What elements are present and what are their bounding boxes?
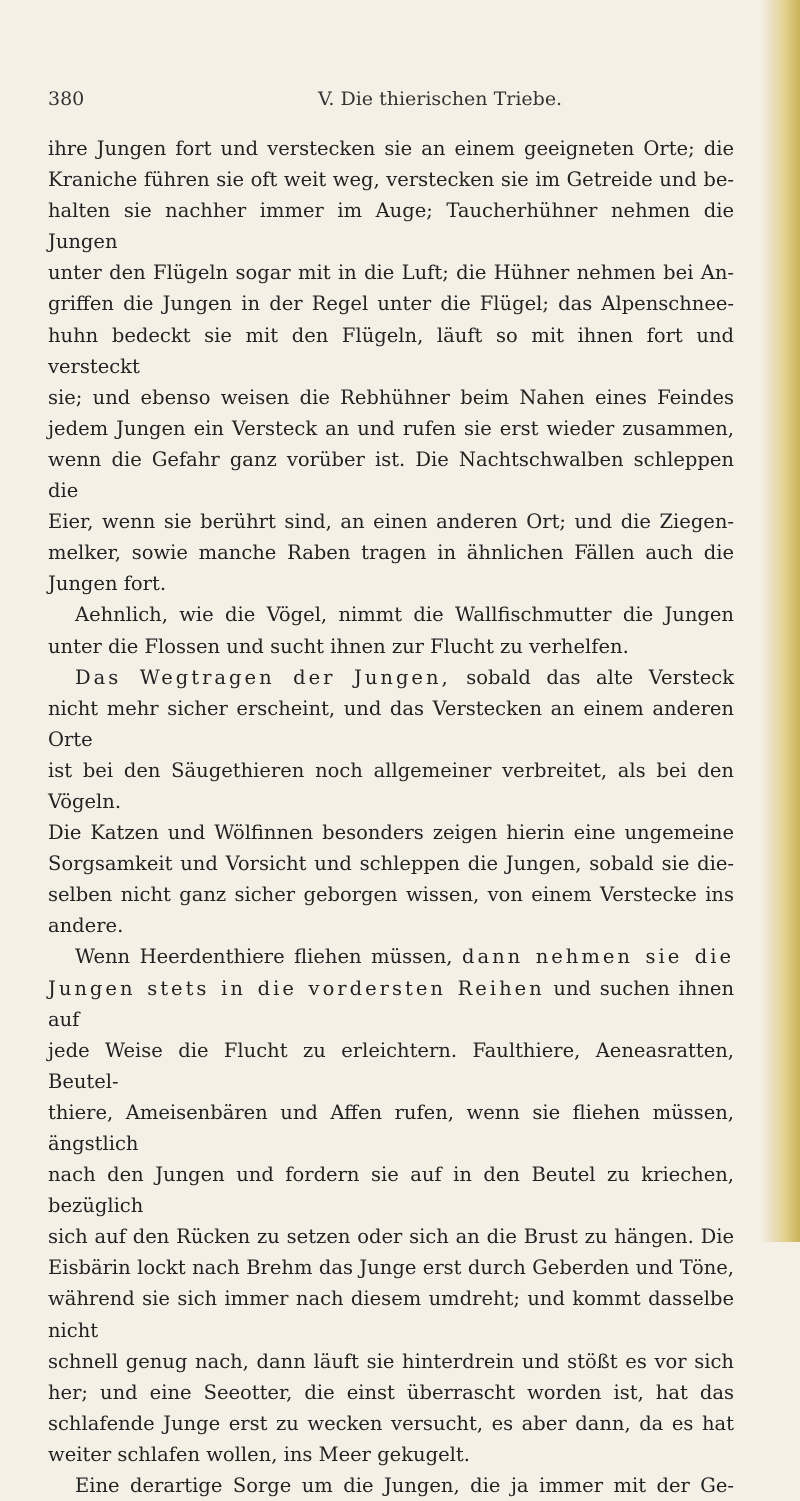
text-line: nach den Jungen und fordern sie auf in den Beutel zu kriechen, bezüglich (48, 1163, 734, 1218)
text-line: Jungen fort. (48, 572, 167, 596)
text-line: unter den Flügeln sogar mit in die Luft; die Hühner nehmen bei An- (48, 261, 734, 285)
text-line: her; und eine Seeotter, die einst überrascht worden ist, hat das (48, 1380, 734, 1404)
text-line: während sie sich immer nach diesem umdreht; und kommt dasselbe nicht (48, 1287, 734, 1342)
text-line (48, 941, 734, 972)
text-line-rest: sobald das alte Versteck (450, 665, 735, 689)
page-number: 380 (48, 88, 85, 110)
text-line: weiter schlafen wollen, ins Meer gekugelt. (48, 1442, 470, 1466)
text-line: melker, sowie manche Raben tragen in ähnlichen Fällen auch die (48, 541, 734, 565)
text-line: Kraniche führen sie oft weit weg, verstecken sie im Getreide und be- (48, 168, 734, 192)
text-line: andere. (48, 914, 124, 938)
text-line: griffen die Jungen in der Regel unter die Flügel; das Alpenschnee- (48, 292, 734, 316)
text-line: schnell genug nach, dann läuft sie hinterdrein und stößt es vor sich (48, 1349, 734, 1373)
text-line: Eisbärin lockt nach Brehm das Junge erst durch Geberden und Töne, (48, 1256, 734, 1280)
text-line: schlafende Junge erst zu wecken versucht, es aber dann, da es hat (48, 1411, 734, 1435)
text-line: unter die Flossen und sucht ihnen zur Flucht zu verhelfen. (48, 634, 629, 658)
text-line: Die Katzen und Wölfinnen besonders zeigen hierin eine ungemeine (48, 821, 734, 845)
text-line (48, 973, 734, 1035)
body-text (48, 133, 734, 1501)
text-line: huhn bedeckt sie mit den Flügeln, läuft so mit ihnen fort und versteckt (48, 323, 734, 378)
text-line: thiere, Ameisenbären und Affen rufen, wenn sie fliehen müssen, ängstlich (48, 1100, 734, 1155)
text-line: selben nicht ganz sicher geborgen wissen, von einem Verstecke ins (48, 883, 734, 907)
text-line: Eine derartige Sorge um die Jungen, die ja immer mit der Ge- (75, 1474, 734, 1498)
text-line: jedem Jungen ein Versteck an und rufen sie erst wieder zusammen, (48, 416, 734, 440)
spaced-lead: dann nehmen sie die (461, 945, 734, 969)
page-header (48, 88, 738, 118)
text-line: Aehnlich, wie die Vögel, nimmt die Wallfischmutter die Jungen (75, 603, 734, 627)
text-line (48, 662, 734, 693)
text-line: halten sie nachher immer im Auge; Taucherhühner nehmen die Jungen (48, 199, 734, 254)
text-line: nicht mehr sicher erscheint, und das Verstecken an einem anderen Orte (48, 696, 734, 751)
text-line: wenn die Gefahr ganz vorüber ist. Die Nachtschwalben schleppen die (48, 447, 734, 503)
text-line: Eier, wenn sie berührt sind, an einen anderen Ort; und die Ziegen- (48, 510, 734, 534)
text-line: sie; und ebenso weisen die Rebhühner beim Nahen eines Feindes (48, 385, 734, 409)
text-line: jede Weise die Flucht zu erleichtern. Faulthiere, Aeneasratten, Beutel- (48, 1038, 734, 1093)
text-line-lead: Wenn Heerdenthiere fliehen müssen, (75, 945, 453, 969)
text-line: Sorgsamkeit und Vorsicht und schleppen die Jungen, sobald sie die- (48, 852, 734, 876)
text-line: ist bei den Säugethieren noch allgemeiner verbreitet, als bei den Vögeln. (48, 758, 734, 813)
spaced-lead: Das Wegtragen der Jungen, (75, 665, 451, 689)
text-line-rest: und suchen ihnen auf (48, 976, 734, 1031)
spaced-lead: Jungen stets in die vordersten Reihen (48, 976, 545, 1000)
running-head: V. Die thierischen Triebe. (318, 88, 563, 110)
text-line: ihre Jungen fort und verstecken sie an einem geeigneten Orte; die (48, 137, 734, 160)
page-edge (760, 0, 800, 1242)
text-line: sich auf den Rücken zu setzen oder sich an die Brust zu hängen. Die (48, 1225, 734, 1249)
